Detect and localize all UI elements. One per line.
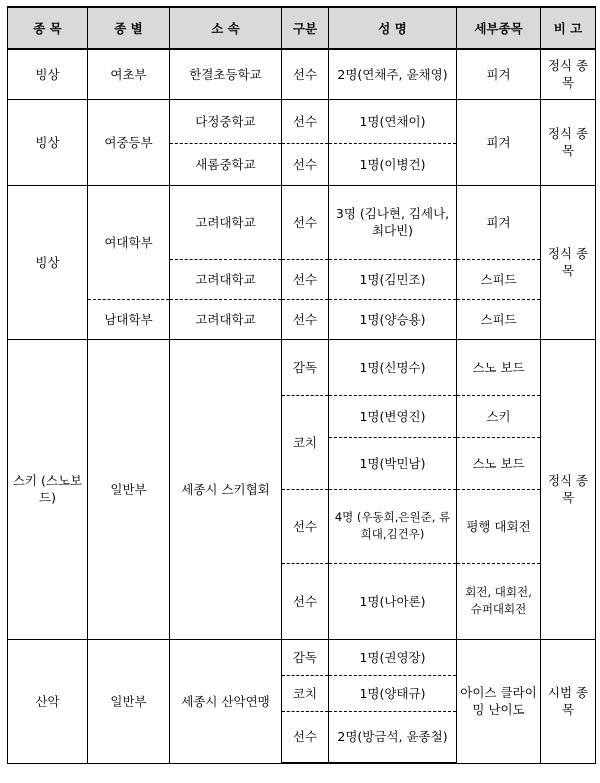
- affiliation-cell: 세종시 스키협회: [170, 339, 282, 639]
- affiliation-cell: 새롬중학교: [170, 143, 282, 185]
- roster-table: [7, 6, 596, 764]
- event-cell: 스피드: [457, 299, 541, 339]
- note-cell: 시범 종목: [541, 639, 596, 763]
- sport-cell: 빙상: [8, 49, 88, 99]
- table-row: [8, 339, 596, 395]
- role-cell: 선수: [282, 99, 329, 143]
- event-cell: 스노 보드: [457, 437, 541, 489]
- event-cell: 스노 보드: [457, 339, 541, 395]
- event-cell: 피겨: [457, 185, 541, 259]
- role-cell: 선수: [282, 185, 329, 259]
- table-row: [8, 49, 596, 99]
- header-event: 세부종목: [457, 7, 541, 49]
- sport-cell: 산악: [8, 639, 88, 763]
- affiliation-cell: 고려대학교: [170, 185, 282, 259]
- affiliation-cell: 다정중학교: [170, 99, 282, 143]
- sport-cell: 스키 (스노보드): [8, 339, 88, 639]
- note-cell: 정식 종목: [541, 49, 596, 99]
- header-note: 비 고: [541, 7, 596, 49]
- header-role: 구분: [282, 7, 329, 49]
- event-cell: 스피드: [457, 259, 541, 299]
- note-cell: 정식 종목: [541, 99, 596, 185]
- event-cell: 피겨: [457, 99, 541, 185]
- note-cell: 정식 종목: [541, 339, 596, 639]
- role-cell: 선수: [282, 143, 329, 185]
- name-cell: 3명 (김나현, 김세나, 최다빈): [329, 185, 457, 259]
- affiliation-cell: 세종시 산악연맹: [170, 639, 282, 763]
- header-name: 성 명: [329, 7, 457, 49]
- name-cell: 1명(박민남): [329, 437, 457, 489]
- header-row: [8, 7, 596, 49]
- name-cell: 1명(양태규): [329, 675, 457, 711]
- header-sport: 종 목: [8, 7, 88, 49]
- role-cell: 선수: [282, 711, 329, 763]
- name-cell: 1명(이병건): [329, 143, 457, 185]
- table-row: [8, 299, 596, 339]
- role-cell: 선수: [282, 563, 329, 639]
- table-row: [8, 185, 596, 259]
- name-cell: 1명(권영장): [329, 639, 457, 675]
- header-category: 종 별: [88, 7, 170, 49]
- role-cell: 코치: [282, 395, 329, 489]
- name-cell: 2명(방금석, 윤종철): [329, 711, 457, 763]
- role-cell: 감독: [282, 639, 329, 675]
- category-cell: 남대학부: [88, 299, 170, 339]
- category-cell: 일반부: [88, 339, 170, 639]
- table-row: [8, 639, 596, 675]
- name-cell: 1명(나아론): [329, 563, 457, 639]
- category-cell: 여초부: [88, 49, 170, 99]
- role-cell: 감독: [282, 339, 329, 395]
- event-cell: 아이스 클라이밍 난이도: [457, 639, 541, 763]
- name-cell: 1명(연채이): [329, 99, 457, 143]
- event-cell: 평행 대회전: [457, 489, 541, 563]
- affiliation-cell: 고려대학교: [170, 299, 282, 339]
- role-cell: 선수: [282, 259, 329, 299]
- role-cell: 선수: [282, 49, 329, 99]
- role-cell: 코치: [282, 675, 329, 711]
- role-cell: 선수: [282, 299, 329, 339]
- affiliation-cell: 한결초등학교: [170, 49, 282, 99]
- category-cell: 여대학부: [88, 185, 170, 299]
- note-cell: 정식 종목: [541, 185, 596, 339]
- document-page: [7, 6, 595, 764]
- name-cell: 2명(연채주, 윤채영): [329, 49, 457, 99]
- name-cell: 4명 (우동희,은원준, 류희대,김건우): [329, 489, 457, 563]
- name-cell: 1명(양승용): [329, 299, 457, 339]
- name-cell: 1명(신명수): [329, 339, 457, 395]
- header-affiliation: 소 속: [170, 7, 282, 49]
- event-cell: 피겨: [457, 49, 541, 99]
- category-cell: 여중등부: [88, 99, 170, 185]
- sport-cell: 빙상: [8, 99, 88, 185]
- event-cell: 스키: [457, 395, 541, 437]
- table-row: [8, 99, 596, 143]
- event-cell: 회전, 대회전, 슈퍼대회전: [457, 563, 541, 639]
- name-cell: 1명(변영진): [329, 395, 457, 437]
- name-cell: 1명(김민조): [329, 259, 457, 299]
- category-cell: 일반부: [88, 639, 170, 763]
- affiliation-cell: 고려대학교: [170, 259, 282, 299]
- sport-cell: 빙상: [8, 185, 88, 339]
- role-cell: 선수: [282, 489, 329, 563]
